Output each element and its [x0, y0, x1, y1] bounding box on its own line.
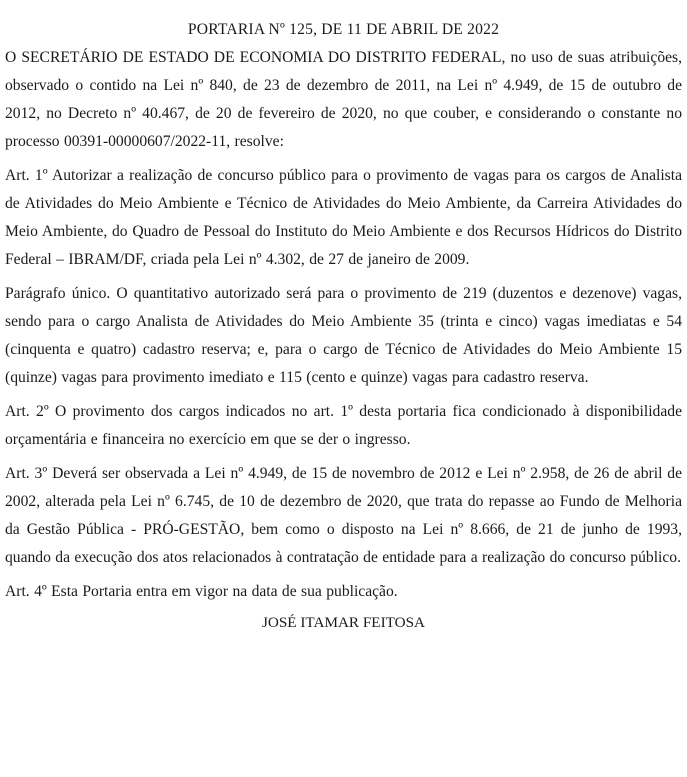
article-1-paragraph: Art. 1º Autorizar a realização de concurso público para o provimento de vagas para os cargos de Analista de Atividades do Meio Ambiente e Técnico de Atividades do Meio Ambiente, da Carreira Atividades do Meio Ambiente, do Quadro de Pessoal do Instituto do Meio Ambiente e dos Recursos Hídricos do Distrito Federal – IBRAM/DF, criada pela Lei nº 4.302, de 27 de janeiro de 2009.	[5, 167, 682, 268]
document-page	[5, 16, 682, 634]
sole-paragraph: Parágrafo único. O quantitativo autorizado será para o provimento de 219 (duzentos e dezenove) vagas, sendo para o cargo Analista de Atividades do Meio Ambiente 35 (trinta e cinco) vagas imediatas e 54 (cinquenta e quatro) cadastro reserva; e, para o cargo de Técnico de Atividades do Meio Ambiente 15 (quinze) vagas para provimento imediato e 115 (cento e quinze) vagas para cadastro reserva.	[5, 285, 682, 386]
preamble-paragraph: O SECRETÁRIO DE ESTADO DE ECONOMIA DO DISTRITO FEDERAL, no uso de suas atribuições, observado o contido na Lei nº 840, de 23 de dezembro de 2011, na Lei nº 4.949, de 15 de outubro de 2012, no Decreto nº 40.467, de 20 de fevereiro de 2020, no que couber, e considerando o constante no processo 00391-00000607/2022-11, resolve:	[5, 49, 682, 150]
article-4-paragraph: Art. 4º Esta Portaria entra em vigor na data de sua publicação.	[5, 583, 398, 600]
signature: JOSÉ ITAMAR FEITOSA	[261, 614, 426, 631]
article-2-paragraph: Art. 2º O provimento dos cargos indicados no art. 1º desta portaria fica condicionado à disponibilidade orçamentária e financeira no exercício em que se der o ingresso.	[5, 403, 682, 448]
document-title: PORTARIA Nº 125, DE 11 DE ABRIL DE 2022	[187, 21, 500, 38]
article-3-paragraph: Art. 3º Deverá ser observada a Lei nº 4.949, de 15 de novembro de 2012 e Lei nº 2.958, de 26 de abril de 2002, alterada pela Lei nº 6.745, de 10 de dezembro de 2020, que trata do repasse ao Fundo de Melhoria da Gestão Pública - PRÓ-GESTÃO, bem como o disposto na Lei nº 8.666, de 21 de junho de 1993, quando da execução dos atos relacionados à contratação de entidade para a realização do concurso público.	[5, 465, 682, 566]
